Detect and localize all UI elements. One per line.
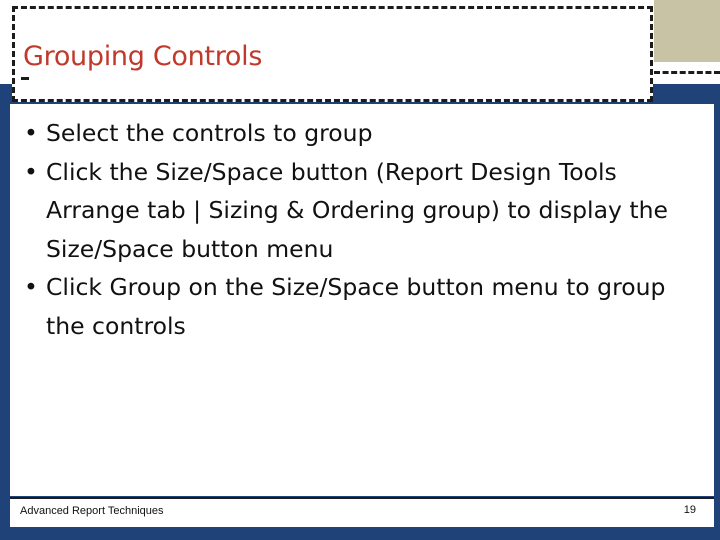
- page-number: 19: [683, 504, 696, 516]
- bullet-text: Click Group on the Size/Space button menu to group the controls: [46, 273, 666, 340]
- bullet-item: [24, 153, 696, 269]
- bullet-item: [24, 114, 696, 153]
- bullet-icon: •: [24, 273, 38, 301]
- bullet-icon: •: [24, 157, 38, 186]
- bullet-icon: •: [24, 119, 38, 147]
- footer-title: Advanced Report Techniques: [20, 505, 164, 517]
- decorative-dashed-line: [654, 71, 720, 74]
- title-box: [12, 6, 653, 102]
- bullet-text: Click the Size/Space button (Report Design Tools Arrange tab | Sizing & Ordering group) to display the Size/Space button menu: [46, 157, 668, 263]
- bullet-item: [24, 268, 696, 345]
- bullet-list: [24, 114, 696, 345]
- bullet-text: Select the controls to group: [46, 119, 373, 147]
- title-dash-mark: [21, 77, 29, 80]
- decorative-band: [654, 0, 720, 62]
- slide-title: Grouping Controls: [23, 41, 263, 72]
